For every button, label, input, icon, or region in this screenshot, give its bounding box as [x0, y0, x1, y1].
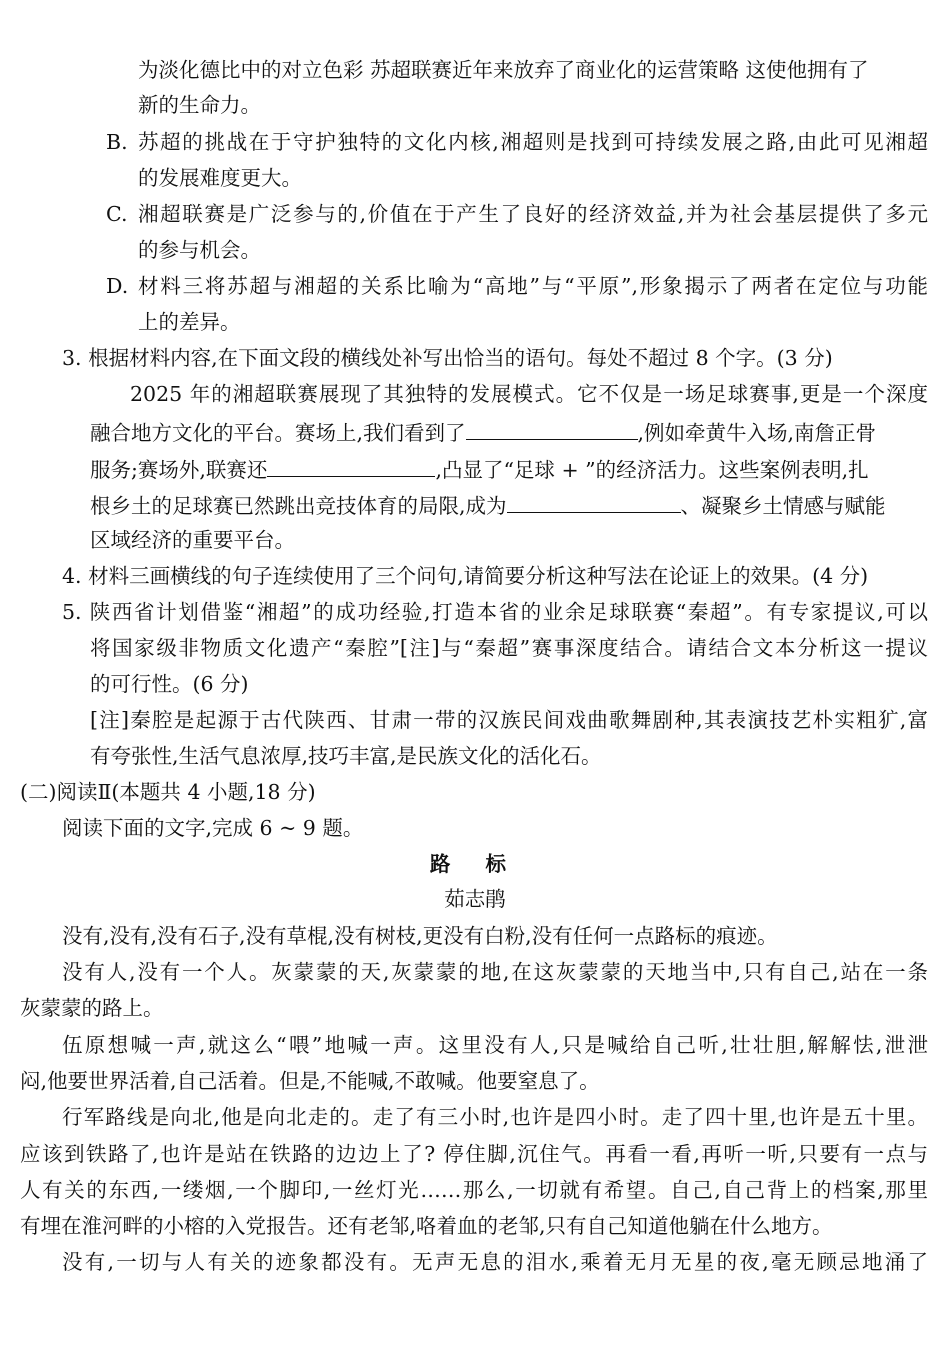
option-c-letter: C.: [106, 202, 128, 226]
story-paragraph-4-line2: 应该到铁路了,也许是站在铁路的边边上了? 停住脚,沉住气。再看一看,再听一听,只要有一点与: [20, 1142, 928, 1166]
story-paragraph-4-line4: 有埋在淮河畔的小榕的入党报告。还有老邹,咯着血的老邹,只有自己知道他躺在什么地方。: [20, 1214, 833, 1238]
option-c-line1: 湘超联赛是广泛参与的,价值在于产生了良好的经济效益,并为社会基层提供了多元: [138, 202, 928, 226]
question-3-para-line2: 融合地方文化的平台。赛场上,我们看到了 ,例如牵黄牛入场,南詹正骨: [90, 421, 877, 445]
story-paragraph-1: 没有,没有,没有石子,没有草棍,没有树枝,更没有白粉,没有任何一点路标的痕迹。: [62, 924, 778, 948]
question-3-para-line1: 2025 年的湘超联赛展现了其独特的发展模式。它不仅是一场足球赛事,更是一个深度: [130, 382, 928, 406]
option-b-line2: 的发展难度更大。: [138, 166, 302, 190]
answer-blank-3[interactable]: [507, 494, 681, 513]
section-2-instruction: 阅读下面的文字,完成 6 ~ 9 题。: [62, 816, 364, 840]
question-4-stem: 4. 材料三画横线的句子连续使用了三个问句,请简要分析这种写法在论证上的效果。(4 分): [62, 564, 869, 588]
option-c-line2: 的参与机会。: [138, 238, 261, 262]
option-a-line2: 新的生命力。: [138, 93, 261, 117]
question-3-stem: 3. 根据材料内容,在下面文段的横线处补写出恰当的语句。每处不超过 8 个字。(3 分): [62, 346, 833, 370]
question-3-para-line3: 服务;赛场外,联赛还 ,凸显了“足球 + ”的经济活力。这些案例表明,扎: [90, 458, 869, 482]
question-5-line2: 将国家级非物质文化遗产“秦腔”[注]与“秦超”赛事深度结合。请结合文本分析这一提议: [90, 636, 928, 660]
option-d-letter: D.: [106, 274, 129, 298]
option-a-line1: 为淡化德比中的对立色彩 苏超联赛近年来放弃了商业化的运营策略 这使他拥有了: [138, 58, 869, 82]
question-3-para-line4: 根乡土的足球赛已然跳出竞技体育的局限,成为 、凝聚乡土情感与赋能: [90, 494, 886, 518]
story-paragraph-4-line3: 人有关的东西,一缕烟,一个脚印,一丝灯光……那么,一切就有希望。自己,自己背上的档案,那里: [20, 1178, 928, 1202]
story-paragraph-2-line1: 没有人,没有一个人。灰蒙蒙的天,灰蒙蒙的地,在这灰蒙蒙的天地当中,只有自己,站在一条: [62, 960, 928, 984]
story-title: 路 标: [429, 852, 521, 876]
option-b-letter: B.: [106, 130, 128, 154]
option-b-line1: 苏超的挑战在于守护独特的文化内核,湘超则是找到可持续发展之路,由此可见湘超: [138, 130, 928, 154]
story-paragraph-3-line1: 伍原想喊一声,就这么“喂”地喊一声。这里没有人,只是喊给自己听,壮壮胆,解解怯,泄泄: [62, 1033, 928, 1057]
answer-blank-2[interactable]: [267, 458, 435, 477]
question-5-line1: 5. 陕西省计划借鉴“湘超”的成功经验,打造本省的业余足球联赛“秦超”。有专家提议,可以: [62, 600, 928, 624]
question-5-note-line2: 有夸张性,生活气息浓厚,技巧丰富,是民族文化的活化石。: [90, 744, 602, 768]
story-paragraph-3-line2: 闷,他要世界活着,自己活着。但是,不能喊,不敢喊。他要窒息了。: [20, 1069, 600, 1093]
answer-blank-1[interactable]: [466, 421, 638, 440]
story-author: 茹志鹃: [444, 887, 506, 911]
question-5-line3: 的可行性。(6 分): [90, 672, 249, 696]
question-3-para-line5: 区域经济的重要平台。: [90, 528, 295, 552]
story-paragraph-2-line2: 灰蒙蒙的路上。: [20, 996, 164, 1020]
question-5-note-line1: [注]秦腔是起源于古代陕西、甘肃一带的汉族民间戏曲歌舞剧种,其表演技艺朴实粗犷,富: [90, 708, 928, 732]
option-d-line2: 上的差异。: [138, 310, 241, 334]
section-2-heading: (二)阅读Ⅱ(本题共 4 小题,18 分): [20, 780, 316, 804]
option-d-line1: 材料三将苏超与湘超的关系比喻为“高地”与“平原”,形象揭示了两者在定位与功能: [138, 274, 928, 298]
story-paragraph-5-line1: 没有,一切与人有关的迹象都没有。无声无息的泪水,乘着无月无星的夜,毫无顾忌地涌了: [62, 1250, 928, 1274]
story-paragraph-4-line1: 行军路线是向北,他是向北走的。走了有三小时,也许是四小时。走了四十里,也许是五十里。: [62, 1105, 928, 1129]
